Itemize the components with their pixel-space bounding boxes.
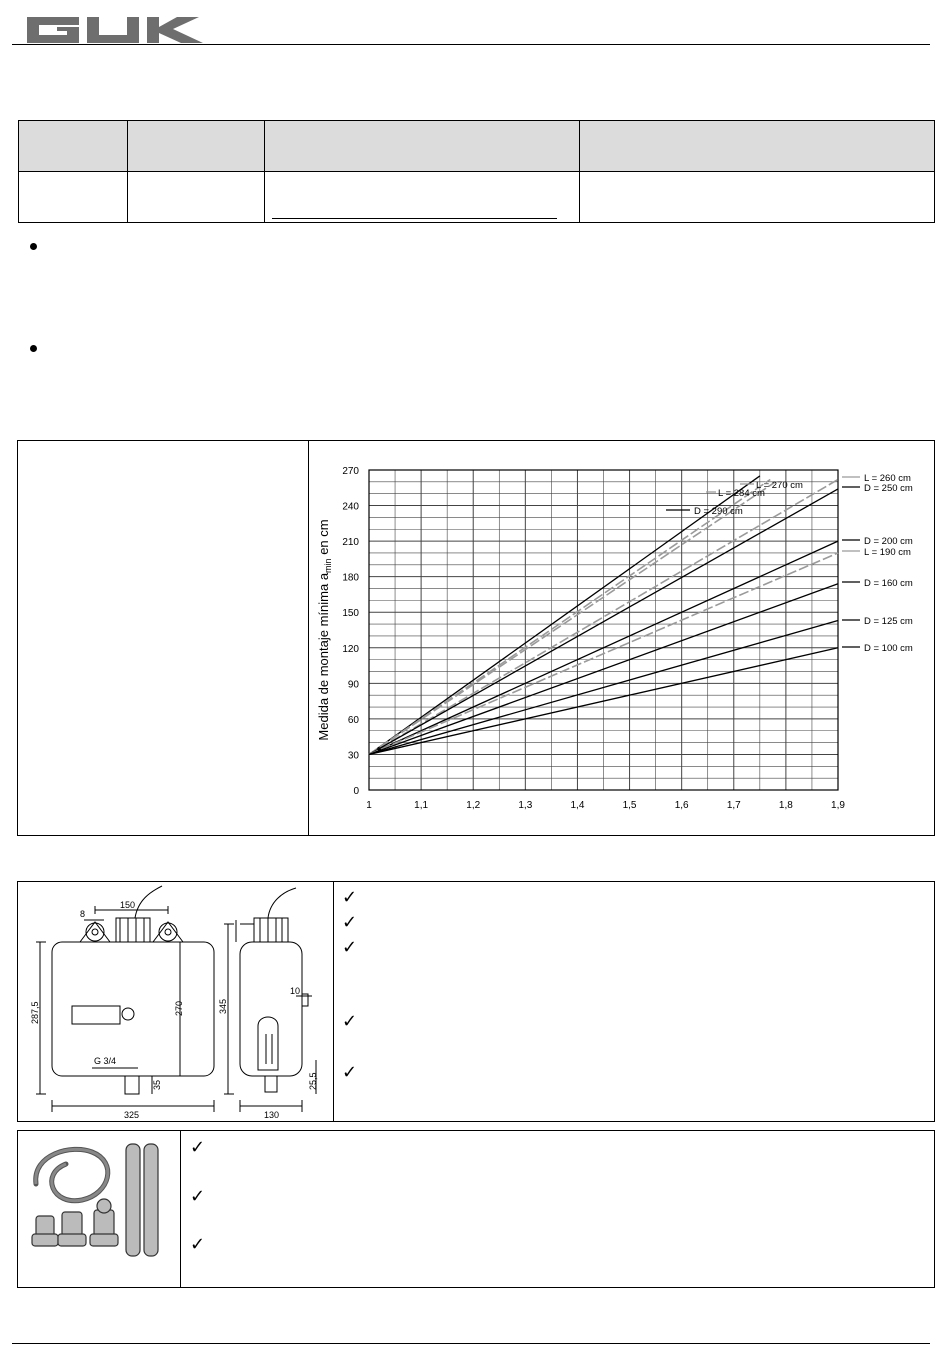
mounting-chart (310, 442, 932, 832)
x-tick-label: 1,1 (414, 800, 429, 811)
legend-label: D = 125 cm (864, 616, 913, 627)
series-line (369, 479, 770, 754)
bullet-point (30, 243, 37, 250)
y-tick-label: 60 (347, 714, 359, 726)
legend-label: D = 100 cm (864, 643, 913, 654)
y-tick-label: 270 (342, 466, 359, 477)
connection-kit-photo (22, 1134, 178, 1284)
table-cell (265, 172, 580, 223)
legend-label: L = 284 cm (718, 488, 765, 499)
header-rule (12, 44, 930, 45)
table-header-cell (580, 121, 935, 172)
y-tick-label: 0 (353, 786, 359, 797)
legend-label: D = 200 cm (864, 536, 913, 547)
table-cell (128, 172, 265, 223)
x-tick-label: 1,2 (466, 800, 481, 811)
info-table (18, 120, 935, 223)
table-cell (580, 172, 935, 223)
company-logo (27, 15, 205, 45)
tank-label-plate (72, 1006, 120, 1024)
y-tick-label: 180 (342, 572, 359, 584)
tank-technical-drawing (20, 884, 332, 1120)
check-icon: ✓ (342, 937, 358, 958)
tank-box-divider (333, 881, 334, 1122)
check-icon: ✓ (342, 1062, 358, 1083)
x-tick-label: 1,6 (674, 800, 689, 811)
check-icon: ✓ (190, 1186, 206, 1207)
legend-label: D = 160 cm (864, 578, 913, 589)
tank-outlet (125, 1076, 139, 1094)
tank-side-body (240, 942, 302, 1076)
y-tick-label: 90 (347, 679, 359, 691)
dim-label: 130 (264, 1110, 280, 1120)
dim-label: 10 (290, 986, 301, 996)
check-icon: ✓ (190, 1234, 206, 1255)
dim-label: 287,5 (30, 1001, 40, 1024)
bullet-point (30, 345, 37, 352)
chart-box-divider (308, 440, 309, 836)
y-tick-label: 30 (347, 750, 359, 762)
dim-label: 8 (80, 909, 86, 919)
table-header-cell (19, 121, 128, 172)
y-tick-label: 150 (342, 608, 359, 620)
dim-label: 345 (218, 998, 228, 1014)
y-axis-label: Medida de montaje mínima $a_{min}$ en cm (316, 519, 333, 741)
legend-label: D = 250 cm (864, 483, 913, 494)
kit-box-divider (180, 1130, 181, 1288)
tank-front-body (52, 942, 214, 1076)
dim-label: 35 (152, 1079, 162, 1090)
dim-label: G 3/4 (94, 1056, 117, 1066)
legend-label: D = 290 cm (694, 506, 743, 517)
table-underline (272, 218, 557, 219)
pipe-tube (144, 1144, 158, 1256)
dim-label: 150 (120, 900, 136, 910)
x-tick-label: 1,5 (622, 800, 637, 811)
footer-rule (12, 1343, 930, 1344)
table-header-cell (128, 121, 265, 172)
legend-label: L = 260 cm (864, 473, 911, 484)
table-cell (19, 172, 128, 223)
x-tick-label: 1 (366, 800, 372, 811)
legend-label: L = 190 cm (864, 547, 911, 558)
x-tick-label: 1,9 (831, 800, 845, 811)
y-tick-label: 240 (342, 501, 359, 513)
y-tick-label: 120 (342, 643, 359, 655)
pipe-tube (126, 1144, 140, 1256)
x-tick-label: 1,8 (778, 800, 793, 811)
legend-label: L = 270 cm (756, 480, 803, 491)
y-tick-label: 210 (342, 537, 359, 549)
check-icon: ✓ (190, 1137, 206, 1158)
x-tick-label: 1,3 (518, 800, 533, 811)
check-icon: ✓ (342, 1011, 358, 1032)
dim-label: 325 (124, 1110, 140, 1120)
table-header-cell (265, 121, 580, 172)
fitting (94, 1210, 114, 1236)
fitting (62, 1212, 82, 1236)
check-icon: ✓ (342, 912, 358, 933)
tank-filler-cap (116, 918, 150, 942)
x-tick-label: 1,4 (570, 800, 585, 811)
dim-label: 270 (174, 1000, 184, 1016)
dim-label: 25,5 (308, 1072, 318, 1090)
x-tick-label: 1,7 (726, 800, 741, 811)
check-icon: ✓ (342, 887, 358, 908)
